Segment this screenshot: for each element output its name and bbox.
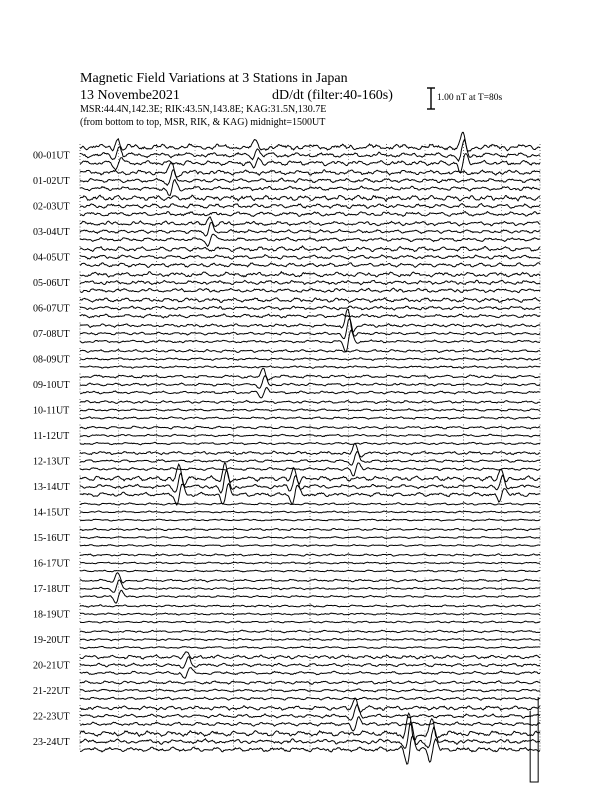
hour-label-group xyxy=(33,151,70,749)
hour-label: 01-02UT xyxy=(33,176,70,187)
scale-bar-label: 1.00 nT at T=80s xyxy=(437,93,503,103)
trace-rik xyxy=(80,434,540,437)
hour-label: 02-03UT xyxy=(33,201,70,213)
trace-kag xyxy=(80,272,540,277)
trace-msr xyxy=(80,442,540,445)
trace-msr xyxy=(80,212,540,217)
minute-tick-marks xyxy=(80,144,540,752)
trace-kag xyxy=(80,630,540,633)
trace-msr xyxy=(80,590,540,603)
trace-msr xyxy=(80,570,540,572)
trace-rik xyxy=(80,537,540,539)
trace-rik xyxy=(80,511,540,513)
hour-label: 09-10UT xyxy=(33,380,70,391)
hour-label: 19-20UT xyxy=(33,635,70,646)
hour-label: 23-24UT xyxy=(33,737,70,748)
hour-label: 22-23UT xyxy=(33,711,70,723)
trace-rik xyxy=(80,358,540,360)
hour-label: 08-09UT xyxy=(33,354,70,366)
hour-label: 00-01UT xyxy=(33,150,70,162)
chart-component: dD/dt (filter:40-160s) xyxy=(272,88,393,103)
hour-label: 06-07UT xyxy=(33,303,70,315)
trace-msr xyxy=(80,697,540,700)
trace-msr xyxy=(80,263,540,268)
hour-label: 12-13UT xyxy=(33,456,70,468)
hour-label: 21-22UT xyxy=(33,686,70,697)
hour-label: 04-05UT xyxy=(33,252,70,264)
trace-rik xyxy=(80,613,540,615)
hour-label: 13-14UT xyxy=(33,482,70,493)
hour-label: 20-21UT xyxy=(33,660,70,672)
trace-rik xyxy=(80,638,540,640)
hour-label: 03-04UT xyxy=(33,227,70,238)
station-coordinates: MSR:44.4N,142.3E; RIK:43.5N,143.8E; KAG:31.5N,130.7E xyxy=(80,104,327,115)
chart-date: 13 Novembe2021 xyxy=(80,88,180,103)
chart-title: Magnetic Field Variations at 3 Stations in Japan xyxy=(80,71,348,86)
hour-label: 05-06UT xyxy=(33,278,70,289)
trace-kag xyxy=(80,217,540,226)
hour-label: 14-15UT xyxy=(33,507,70,519)
hour-label: 11-12UT xyxy=(33,431,70,442)
trace-rik xyxy=(80,562,540,564)
trace-rik xyxy=(80,409,540,411)
station-order-note: (from bottom to top, MSR, RIK, & KAG) midnight=1500UT xyxy=(80,117,326,128)
trace-spike xyxy=(530,697,538,782)
hour-label: 16-17UT xyxy=(33,558,70,570)
trace-kag xyxy=(80,400,540,403)
hour-label: 10-11UT xyxy=(33,405,70,417)
hour-label: 17-18UT xyxy=(33,584,70,595)
hour-label: 15-16UT xyxy=(33,533,70,544)
trace-kag xyxy=(80,652,540,659)
trace-msr xyxy=(80,314,540,318)
hour-label: 18-19UT xyxy=(33,609,70,621)
trace-msr xyxy=(80,463,540,476)
trace-kag xyxy=(80,132,540,151)
hour-label: 07-08UT xyxy=(33,329,70,340)
trace-rik xyxy=(80,223,540,237)
